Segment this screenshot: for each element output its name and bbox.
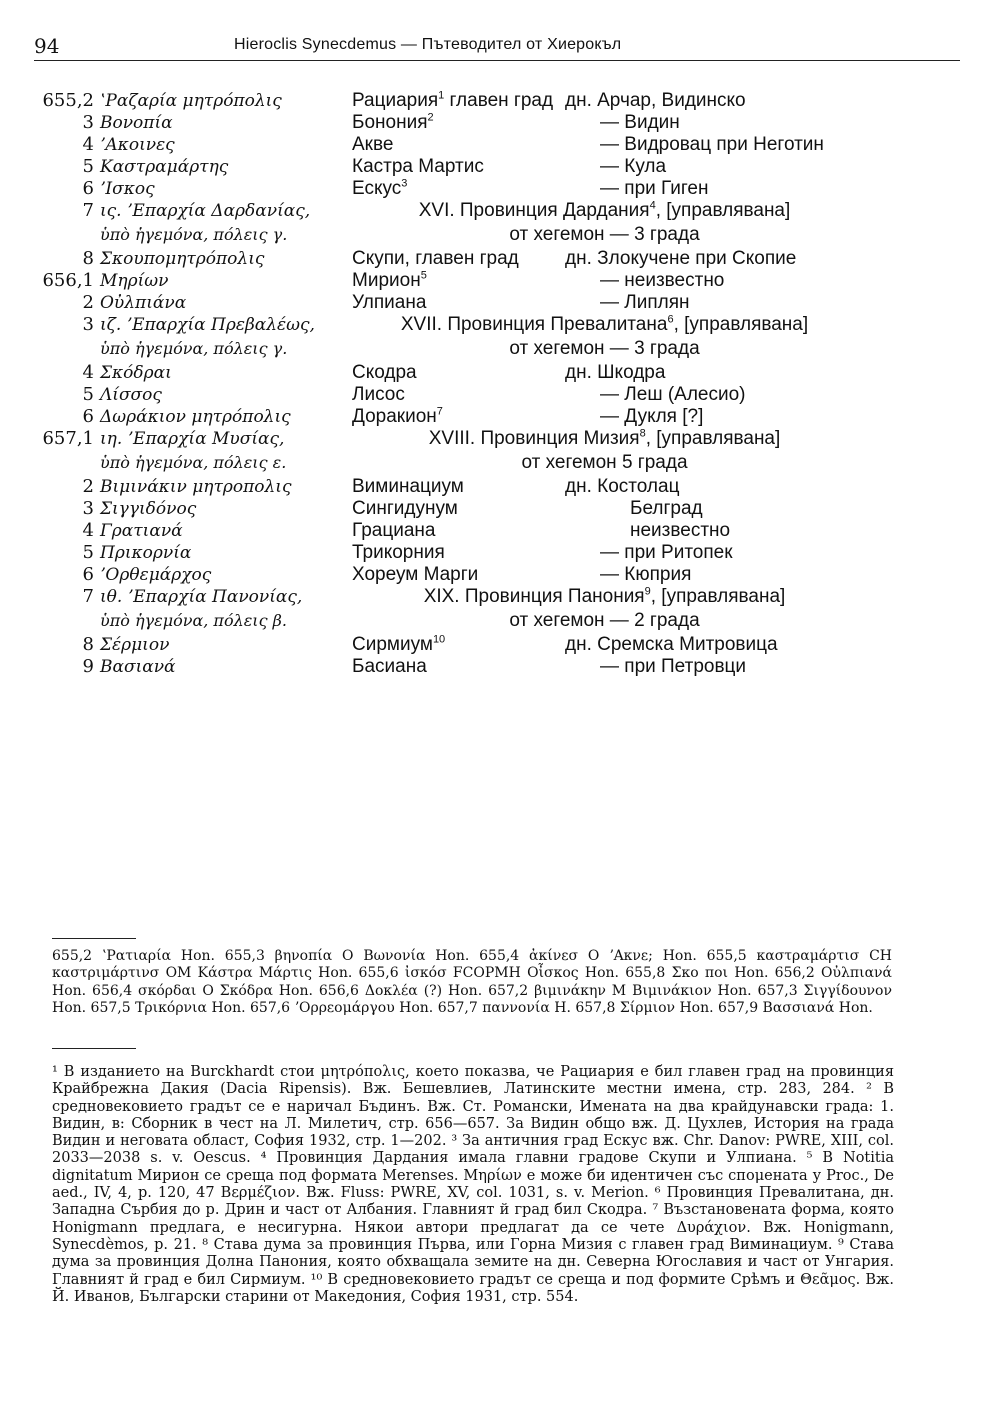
modern-location: — при Ритопек xyxy=(600,542,733,563)
greek-toponym: Πρικορνία xyxy=(100,543,192,563)
modern-location: — при Гиген xyxy=(600,178,709,199)
modern-location: — Видин xyxy=(600,112,680,133)
greek-toponym: Σκουπομητρόπολις xyxy=(100,249,265,269)
modern-location: дн. Костолац xyxy=(565,476,680,497)
bulgarian-toponym xyxy=(352,156,484,178)
entry-reference: 4 xyxy=(82,362,94,383)
footnotes-text: ¹ В изданието на Burckhardt стои μητρόπολις, което показва, че Рациария е бил главен град на провинция Крайбрежна Дакия (Dacia Ripensis). Вж. Бешевлиев, Латинските местни имена, стр. 283, 284. ² В средновековието градът се е наричал Бъдинъ. Вж. Ст. Романски, Имената на два крайдунавски града: 1. Видин, в: Сборник в чест на Л. Милетич, стр. 656—657. За Видин общо вж. Д. Цухлев, История на града Видин и неговата област, София 1932, стр. 1—202. ³ За античния град Ескус вж. Chr. Danov: PWRE, XIII, col. 2033—2038 s. v. Oescus. ⁴ Провинция Дардания имала главни градове Скупи и Улпиана. ⁵ В Notitia dignitatum Мирион се среща под формата Merenses. Μηρίων е може би идентичен със спομената у Proc., De aed., IV, 4, p. 120, 47 Βερμέζιον. Вж. Fluss: PWRE, XV, col. 1031, s. v. Merion. ⁶ Провинция Превалитана, дн. Западна Сърбия до р. Дрин и част от Албания. Главният й град бил Скодра. ⁷ Възстановената форма, която Honigmann предлага, е несигурна. Някои автори предлагат да се чете Δυράχιον. Вж. Honigmann, Synecdèmos, p. 21. ⁸ Става дума за провинция Първа, или Горна Мизия с главен град Виминациум. ⁹ Става дума за провинция Долна Панония, която обхващала земите на дн. Северна Югославия и част от Унгария. Главният й град е бил Сирмиум. ¹⁰ В средновековието градът се среща и под формите Срѣмъ и Θεᾶμος. Вж. Й. Иванов, Български старини от Македония, София 1931, стр. 554. xyxy=(52,1064,894,1305)
bulgarian-name: Сингидунум xyxy=(352,498,458,519)
province-title: XVIII. Провинция Мизия xyxy=(428,428,640,449)
province-title-tail: , [управлявана] xyxy=(650,586,786,607)
bulgarian-toponym xyxy=(352,134,393,156)
entry-reference: 7 xyxy=(82,586,94,607)
entry-reference: 657,1 xyxy=(42,428,94,449)
bulgarian-name: Скупи, главен град xyxy=(352,248,519,269)
bulgarian-name: Трикорния xyxy=(352,542,445,563)
modern-location: — Дукля [?] xyxy=(600,406,704,427)
modern-location: дн. Шкодра xyxy=(565,362,666,383)
bulgarian-name: Кастра Мартис xyxy=(352,156,484,177)
bulgarian-name: Сирмиум xyxy=(352,634,433,655)
footnote-marker: 10 xyxy=(432,633,446,646)
greek-toponym: ʼΟρθεμάρχος xyxy=(100,565,212,585)
entry-reference: 4 xyxy=(82,520,94,541)
bulgarian-toponym xyxy=(352,564,478,586)
bulgarian-name: Доракион xyxy=(352,406,437,427)
bulgarian-toponym xyxy=(352,406,443,428)
greek-toponym: Βονοπία xyxy=(100,113,173,133)
bulgarian-toponym xyxy=(352,476,464,498)
bulgarian-toponym xyxy=(352,498,458,520)
entry-reference: 4 xyxy=(82,134,94,155)
footnotes-separator xyxy=(52,1048,136,1049)
province-heading xyxy=(352,586,857,608)
modern-location: неизвестно xyxy=(630,520,731,541)
header-rule xyxy=(34,60,960,61)
greek-toponym: ʼΙσκος xyxy=(100,179,155,199)
footnote-marker: 9 xyxy=(644,585,651,598)
bulgarian-name: Мирион xyxy=(352,270,421,291)
bulgarian-toponym xyxy=(352,634,445,656)
province-heading xyxy=(352,428,857,450)
province-subheading: от хегемон — 3 града xyxy=(509,224,700,245)
greek-toponym: Βασιανά xyxy=(100,657,176,677)
entry-reference: 5 xyxy=(82,384,94,405)
footnote-marker: 6 xyxy=(667,313,674,326)
bulgarian-name: Басиана xyxy=(352,656,427,677)
entry-reference: 7 xyxy=(82,200,94,221)
bulgarian-name: Рациария xyxy=(352,90,439,111)
modern-location: — неизвестно xyxy=(600,270,725,291)
footnote-marker: 2 xyxy=(427,111,434,124)
province-title-tail: , [управлявана] xyxy=(645,428,781,449)
footnote-marker: 8 xyxy=(639,427,646,440)
province-title: XIX. Провинция Панония xyxy=(423,586,645,607)
bulgarian-name: Акве xyxy=(352,134,394,155)
bulgarian-name-tail: главен град xyxy=(444,90,554,111)
entry-reference: 2 xyxy=(82,292,94,313)
bulgarian-toponym xyxy=(352,520,435,542)
province-heading xyxy=(352,314,857,336)
entry-reference: 3 xyxy=(82,112,94,133)
province-heading xyxy=(352,200,857,222)
entry-reference: 3 xyxy=(82,498,94,519)
bulgarian-toponym xyxy=(352,178,407,200)
entry-reference: 5 xyxy=(82,156,94,177)
greek-toponym: ιη. ʼΕπαρχία Μυσίας, xyxy=(100,429,285,449)
bulgarian-name: Лисос xyxy=(352,384,405,405)
bulgarian-name: Ескус xyxy=(352,178,402,199)
entry-reference: 655,2 xyxy=(42,90,94,111)
greek-toponym: ιζ. ʼΕπαρχία Πρεβαλέως, xyxy=(100,315,315,335)
greek-toponym: ʽΡαζαρία μητρόπολις xyxy=(100,91,282,111)
province-title-tail: , [управлявана] xyxy=(655,200,791,221)
greek-toponym: Καστραμάρτης xyxy=(100,157,229,177)
bulgarian-toponym xyxy=(352,248,519,270)
apparatus-separator xyxy=(52,938,136,939)
bulgarian-toponym xyxy=(352,112,434,134)
province-subheading: от хегемон — 3 града xyxy=(509,338,700,359)
greek-toponym: Βιμινάκιν μητροπολις xyxy=(100,477,292,497)
greek-toponym: Γρατιανά xyxy=(100,521,183,541)
modern-location: — Видровац при Неготин xyxy=(600,134,824,155)
greek-toponym-continuation: ὑπὸ ἡγεμόνα, πόλεις β. xyxy=(100,611,287,630)
greek-toponym: Λίσσος xyxy=(100,385,162,405)
footnote-marker: 3 xyxy=(401,177,408,190)
bulgarian-toponym xyxy=(352,656,427,678)
footnote-marker: 4 xyxy=(649,199,656,212)
modern-location: дн. Сремска Митровица xyxy=(565,634,778,655)
greek-toponym: Σκόδραι xyxy=(100,363,172,383)
greek-toponym-continuation: ὑπὸ ἡγεμόνα, πόλεις γ. xyxy=(100,225,288,244)
greek-toponym: Μηρίων xyxy=(100,271,169,291)
province-title-tail: , [управлявана] xyxy=(673,314,809,335)
footnote-marker: 7 xyxy=(436,405,443,418)
entry-reference: 6 xyxy=(82,406,94,427)
entry-reference: 6 xyxy=(82,178,94,199)
greek-toponym: Οὐλπιάνα xyxy=(100,293,187,313)
bulgarian-name: Бонония xyxy=(352,112,428,133)
bulgarian-toponym xyxy=(352,542,445,564)
greek-toponym-continuation: ὑπὸ ἡγεμόνα, πόλεις ε. xyxy=(100,453,287,472)
bulgarian-toponym xyxy=(352,292,426,314)
apparatus-text: 655,2 ʽΡατιαρία Hon. 655,3 βηνοπία O Βωνονία Hon. 655,4 ἀκίνεσ O ʼΑκνε; Hon. 655,5 καστραμάρτισ CH καστριμάρτινσ OM Κάστρα Μάρτις Hon. 655,6 ἰσκόσ FCOPMH Οἶσκος Hon. 655,8 Σκο ποι Hon. 656,2 Οὐλπιανά Hon. 656,4 σκόρδαι O Σκόδρα Hon. 656,6 Δοκλέα (?) Hon. 657,2 βιμινάκην M Βιμινάκιον Hon. 657,3 Σιγγίδουνον Hon. 657,5 Τρικόρνια Hon. 657,6 ʼΟρρεομάργου Hon. 657,7 παννονία H. 657,8 Σίρμιον Hon. 657,9 Βασσιανά Hon. xyxy=(52,948,892,1017)
entry-reference: 9 xyxy=(82,656,94,677)
modern-location: дн. Арчар, Видинско xyxy=(565,90,746,111)
page-number: 94 xyxy=(34,34,60,58)
province-title: XVII. Провинция Превалитана xyxy=(400,314,668,335)
greek-toponym: Δωράκιον μητρόπολις xyxy=(100,407,291,427)
bulgarian-toponym xyxy=(352,90,553,112)
modern-location: дн. Злокучене при Скопие xyxy=(565,248,797,269)
bulgarian-toponym xyxy=(352,270,427,292)
entry-reference: 8 xyxy=(82,634,94,655)
modern-location: — Кула xyxy=(600,156,667,177)
greek-toponym: ις. ʼΕπαρχία Δαρδανίας, xyxy=(100,201,311,221)
greek-toponym-continuation: ὑπὸ ἡγεμόνα, πόλεις γ. xyxy=(100,339,288,358)
greek-toponym: ʼΑκοινες xyxy=(100,135,175,155)
critical-apparatus xyxy=(52,948,892,1018)
greek-toponym: Σιγγιδόνος xyxy=(100,499,197,519)
bulgarian-name: Хореум Марги xyxy=(352,564,479,585)
modern-location: Белград xyxy=(630,498,703,519)
bulgarian-toponym xyxy=(352,384,405,406)
entry-reference: 2 xyxy=(82,476,94,497)
modern-location: — при Петровци xyxy=(600,656,747,677)
footnote-marker: 5 xyxy=(420,269,427,282)
province-title: XVI. Провинция Дардания xyxy=(418,200,650,221)
modern-location: — Липлян xyxy=(600,292,690,313)
bulgarian-toponym xyxy=(352,362,417,384)
footnotes xyxy=(52,1064,894,1306)
greek-toponym: ιθ. ʼΕπαρχία Πανονίας, xyxy=(100,587,303,607)
province-subheading: от хегемон — 2 града xyxy=(509,610,700,631)
page-header xyxy=(34,34,960,60)
province-subheading: от хегемон 5 града xyxy=(521,452,688,473)
modern-location: — Леш (Алесио) xyxy=(600,384,746,405)
entry-reference: 656,1 xyxy=(42,270,94,291)
bulgarian-name: Виминациум xyxy=(352,476,464,497)
greek-toponym: Σέρμιον xyxy=(100,635,170,655)
bulgarian-name: Улпиана xyxy=(352,292,427,313)
entry-reference: 5 xyxy=(82,542,94,563)
entry-reference: 6 xyxy=(82,564,94,585)
bulgarian-name: Скодра xyxy=(352,362,417,383)
footnote-marker: 1 xyxy=(438,89,445,102)
running-title: Hieroclis Synecdemus — Пътеводител от Хиерокъл xyxy=(234,36,622,53)
entry-reference: 8 xyxy=(82,248,94,269)
entry-reference: 3 xyxy=(82,314,94,335)
modern-location: — Кюприя xyxy=(600,564,692,585)
bulgarian-name: Грациана xyxy=(352,520,436,541)
